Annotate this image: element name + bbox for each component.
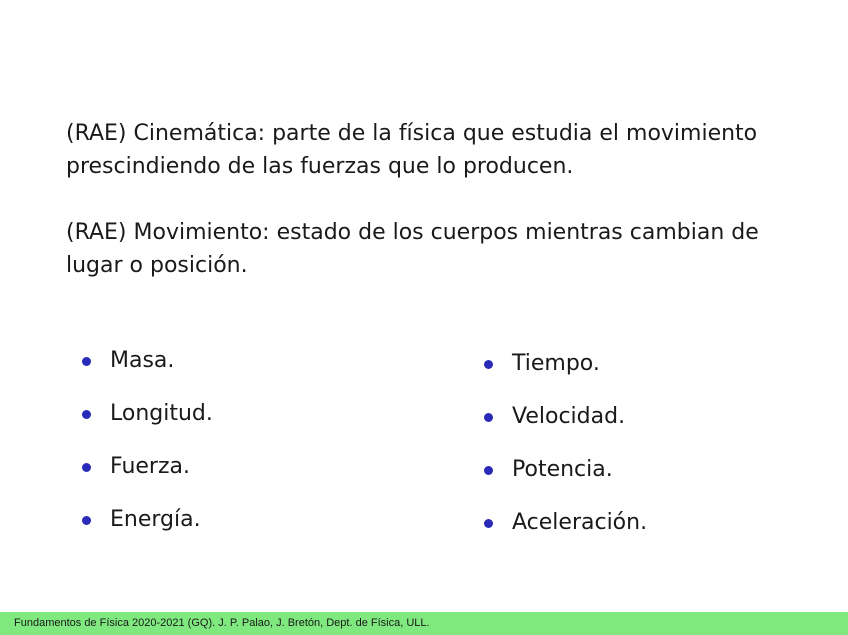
magnitudes-list-left: [80, 343, 213, 555]
list-item-label: Masa.: [110, 348, 175, 373]
list-item-label: Energía.: [110, 507, 201, 532]
bullet-icon: [82, 410, 91, 419]
list-item: [482, 452, 647, 505]
definition-movimiento: (RAE) Movimiento: estado de los cuerpos mientras cambian de lugar o posición.: [66, 220, 759, 278]
list-item-label: Tiempo.: [512, 351, 600, 376]
list-item: [80, 449, 213, 502]
footer-text: Fundamentos de Física 2020-2021 (GQ). J. P. Palao, J. Bretón, Dept. de Física, ULL.: [14, 617, 430, 629]
footer-bar: [0, 612, 848, 635]
list-item-label: Aceleración.: [512, 510, 648, 535]
bullet-icon: [82, 357, 91, 366]
bullet-icon: [484, 360, 493, 369]
bullet-icon: [82, 463, 91, 472]
list-item-label: Longitud.: [110, 401, 213, 426]
list-item: [80, 343, 213, 396]
magnitudes-list-right: [482, 346, 647, 558]
bullet-icon: [82, 516, 91, 525]
list-item-label: Potencia.: [512, 457, 613, 482]
definition-cinematica: (RAE) Cinemática: parte de la física que estudia el movimiento prescindiendo de las fuerzas que lo producen.: [66, 121, 758, 179]
bullet-icon: [484, 466, 493, 475]
list-item: [80, 396, 213, 449]
list-item-label: Velocidad.: [512, 404, 626, 429]
bullet-icon: [484, 413, 493, 422]
list-item: [482, 346, 647, 399]
list-item: [482, 505, 647, 558]
bullet-icon: [484, 519, 493, 528]
list-item: [482, 399, 647, 452]
list-item: [80, 502, 213, 555]
list-item-label: Fuerza.: [110, 454, 190, 479]
